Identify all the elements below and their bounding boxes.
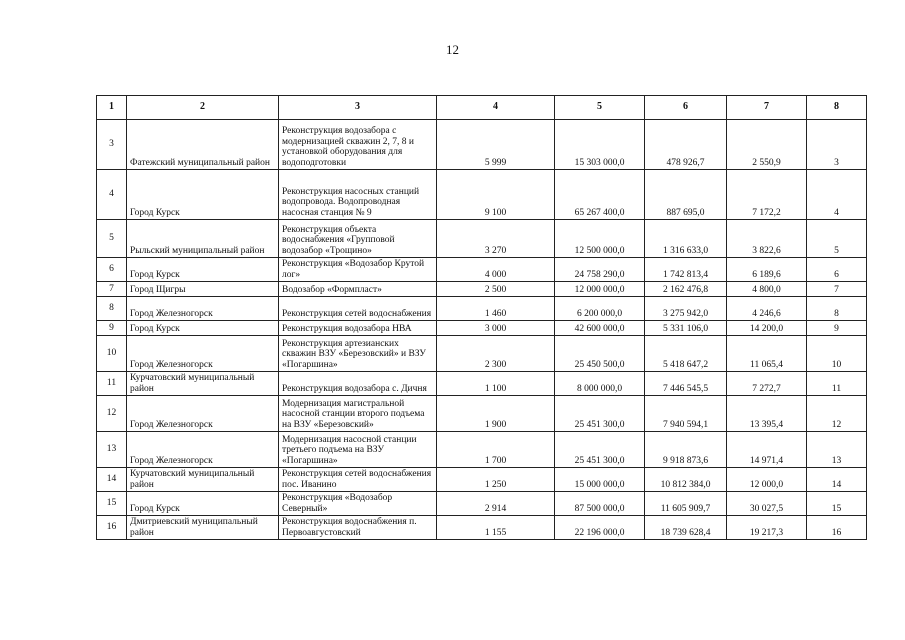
- row-number: 12: [97, 396, 127, 432]
- value-cell-col4: 1 250: [437, 468, 555, 492]
- column-header: 7: [727, 96, 807, 120]
- column-header: 5: [555, 96, 645, 120]
- value-cell-col4: 2 300: [437, 336, 555, 372]
- project-description-cell: Модернизация насосной станции третьего подъема на ВЗУ «Погаршина»: [279, 432, 437, 468]
- project-description-cell: Модернизация магистральной насосной станции второго подъема на ВЗУ «Березовский»: [279, 396, 437, 432]
- value-cell-col7: 12 000,0: [727, 468, 807, 492]
- row-number: 10: [97, 336, 127, 372]
- value-cell-col6: 9 918 873,6: [645, 432, 727, 468]
- value-cell-col4: 1 100: [437, 372, 555, 396]
- column-header: 6: [645, 96, 727, 120]
- table-row: [97, 468, 867, 492]
- value-cell-col8: 14: [807, 468, 867, 492]
- municipality-cell: Город Курск: [127, 321, 279, 336]
- row-number: 15: [97, 492, 127, 516]
- table-row: [97, 492, 867, 516]
- column-header: 1: [97, 96, 127, 120]
- value-cell-col8: 3: [807, 120, 867, 170]
- value-cell-col4: 2 914: [437, 492, 555, 516]
- municipality-cell: Город Курск: [127, 492, 279, 516]
- value-cell-col4: 5 999: [437, 120, 555, 170]
- value-cell-col8: 5: [807, 220, 867, 258]
- page-number: 12: [446, 42, 459, 57]
- value-cell-col4: 4 000: [437, 258, 555, 282]
- table-row: [97, 120, 867, 170]
- value-cell-col7: 13 395,4: [727, 396, 807, 432]
- value-cell-col5: 8 000 000,0: [555, 372, 645, 396]
- value-cell-col7: 3 822,6: [727, 220, 807, 258]
- value-cell-col5: 65 267 400,0: [555, 170, 645, 220]
- municipality-cell: Курчатовский муниципальный район: [127, 468, 279, 492]
- project-description-cell: Реконструкция насосных станций водопровода. Водопроводная насосная станция № 9: [279, 170, 437, 220]
- value-cell-col4: 1 155: [437, 516, 555, 540]
- project-description-cell: Реконструкция водозабора НВА: [279, 321, 437, 336]
- project-description-cell: Реконструкция водозабора с модернизацией скважин 2, 7, 8 и установкой оборудования для водоподготовки: [279, 120, 437, 170]
- value-cell-col8: 13: [807, 432, 867, 468]
- value-cell-col8: 7: [807, 282, 867, 297]
- table-row: [97, 321, 867, 336]
- value-cell-col6: 5 331 106,0: [645, 321, 727, 336]
- value-cell-col5: 12 500 000,0: [555, 220, 645, 258]
- row-number: 7: [97, 282, 127, 297]
- value-cell-col5: 6 200 000,0: [555, 297, 645, 321]
- row-number: 3: [97, 120, 127, 170]
- row-number: 16: [97, 516, 127, 540]
- municipality-cell: Город Щигры: [127, 282, 279, 297]
- value-cell-col5: 25 451 300,0: [555, 396, 645, 432]
- value-cell-col7: 7 272,7: [727, 372, 807, 396]
- value-cell-col5: 87 500 000,0: [555, 492, 645, 516]
- value-cell-col6: 11 605 909,7: [645, 492, 727, 516]
- value-cell-col8: 16: [807, 516, 867, 540]
- row-number: 13: [97, 432, 127, 468]
- project-description-cell: Реконструкция водоснабжения п. Первоавгустовский: [279, 516, 437, 540]
- project-description-cell: Реконструкция водозабора с. Дичня: [279, 372, 437, 396]
- row-number: 5: [97, 220, 127, 258]
- value-cell-col6: 5 418 647,2: [645, 336, 727, 372]
- municipality-cell: Рыльский муниципальный район: [127, 220, 279, 258]
- value-cell-col4: 3 270: [437, 220, 555, 258]
- value-cell-col8: 15: [807, 492, 867, 516]
- value-cell-col8: 11: [807, 372, 867, 396]
- row-number: 11: [97, 372, 127, 396]
- value-cell-col6: 1 316 633,0: [645, 220, 727, 258]
- value-cell-col8: 12: [807, 396, 867, 432]
- row-number: 14: [97, 468, 127, 492]
- value-cell-col4: 3 000: [437, 321, 555, 336]
- value-cell-col6: 7 446 545,5: [645, 372, 727, 396]
- row-number: 4: [97, 170, 127, 220]
- value-cell-col8: 8: [807, 297, 867, 321]
- value-cell-col4: 1 700: [437, 432, 555, 468]
- value-cell-col5: 25 450 500,0: [555, 336, 645, 372]
- value-cell-col5: 22 196 000,0: [555, 516, 645, 540]
- value-cell-col6: 18 739 628,4: [645, 516, 727, 540]
- value-cell-col7: 14 971,4: [727, 432, 807, 468]
- value-cell-col8: 6: [807, 258, 867, 282]
- value-cell-col5: 25 451 300,0: [555, 432, 645, 468]
- municipality-cell: Фатежский муниципальный район: [127, 120, 279, 170]
- column-header: 8: [807, 96, 867, 120]
- value-cell-col5: 42 600 000,0: [555, 321, 645, 336]
- table-row: [97, 432, 867, 468]
- municipality-cell: Дмитриевский муниципальный район: [127, 516, 279, 540]
- value-cell-col6: 887 695,0: [645, 170, 727, 220]
- value-cell-col5: 24 758 290,0: [555, 258, 645, 282]
- value-cell-col7: 19 217,3: [727, 516, 807, 540]
- table-row: [97, 258, 867, 282]
- project-description-cell: Реконструкция объекта водоснабжения «Групповой водозабор «Трощино»: [279, 220, 437, 258]
- table-row: [97, 170, 867, 220]
- value-cell-col5: 15 303 000,0: [555, 120, 645, 170]
- municipality-cell: Город Железногорск: [127, 396, 279, 432]
- value-cell-col4: 1 460: [437, 297, 555, 321]
- data-table: [96, 95, 867, 540]
- value-cell-col5: 15 000 000,0: [555, 468, 645, 492]
- value-cell-col7: 30 027,5: [727, 492, 807, 516]
- municipality-cell: Курчатовский муниципальный район: [127, 372, 279, 396]
- project-description-cell: Водозабор «Формпласт»: [279, 282, 437, 297]
- value-cell-col6: 478 926,7: [645, 120, 727, 170]
- table-row: [97, 297, 867, 321]
- value-cell-col7: 4 246,6: [727, 297, 807, 321]
- value-cell-col5: 12 000 000,0: [555, 282, 645, 297]
- value-cell-col7: 2 550,9: [727, 120, 807, 170]
- value-cell-col7: 4 800,0: [727, 282, 807, 297]
- municipality-cell: Город Железногорск: [127, 336, 279, 372]
- municipality-cell: Город Железногорск: [127, 297, 279, 321]
- value-cell-col6: 1 742 813,4: [645, 258, 727, 282]
- column-header: 4: [437, 96, 555, 120]
- municipality-cell: Город Курск: [127, 258, 279, 282]
- value-cell-col7: 6 189,6: [727, 258, 807, 282]
- municipality-cell: Город Железногорск: [127, 432, 279, 468]
- table-row: [97, 372, 867, 396]
- value-cell-col4: 9 100: [437, 170, 555, 220]
- value-cell-col6: 2 162 476,8: [645, 282, 727, 297]
- project-description-cell: Реконструкция сетей водоснабжения: [279, 297, 437, 321]
- table-row: [97, 396, 867, 432]
- table-row: [97, 516, 867, 540]
- value-cell-col4: 1 900: [437, 396, 555, 432]
- project-description-cell: Реконструкция артезианских скважин ВЗУ «Березовский» и ВЗУ «Погаршина»: [279, 336, 437, 372]
- value-cell-col6: 3 275 942,0: [645, 297, 727, 321]
- value-cell-col7: 11 065,4: [727, 336, 807, 372]
- row-number: 6: [97, 258, 127, 282]
- value-cell-col4: 2 500: [437, 282, 555, 297]
- table-row: [97, 220, 867, 258]
- column-header: 3: [279, 96, 437, 120]
- value-cell-col8: 4: [807, 170, 867, 220]
- project-description-cell: Реконструкция «Водозабор Северный»: [279, 492, 437, 516]
- value-cell-col8: 10: [807, 336, 867, 372]
- column-header: 2: [127, 96, 279, 120]
- project-description-cell: Реконструкция сетей водоснабжения пос. Иванино: [279, 468, 437, 492]
- row-number: 8: [97, 297, 127, 321]
- table-body: [97, 120, 867, 540]
- row-number: 9: [97, 321, 127, 336]
- table-row: [97, 336, 867, 372]
- table-row: [97, 282, 867, 297]
- value-cell-col7: 7 172,2: [727, 170, 807, 220]
- value-cell-col6: 7 940 594,1: [645, 396, 727, 432]
- project-description-cell: Реконструкция «Водозабор Крутой лог»: [279, 258, 437, 282]
- value-cell-col6: 10 812 384,0: [645, 468, 727, 492]
- header-row: [97, 96, 867, 120]
- value-cell-col8: 9: [807, 321, 867, 336]
- municipality-cell: Город Курск: [127, 170, 279, 220]
- value-cell-col7: 14 200,0: [727, 321, 807, 336]
